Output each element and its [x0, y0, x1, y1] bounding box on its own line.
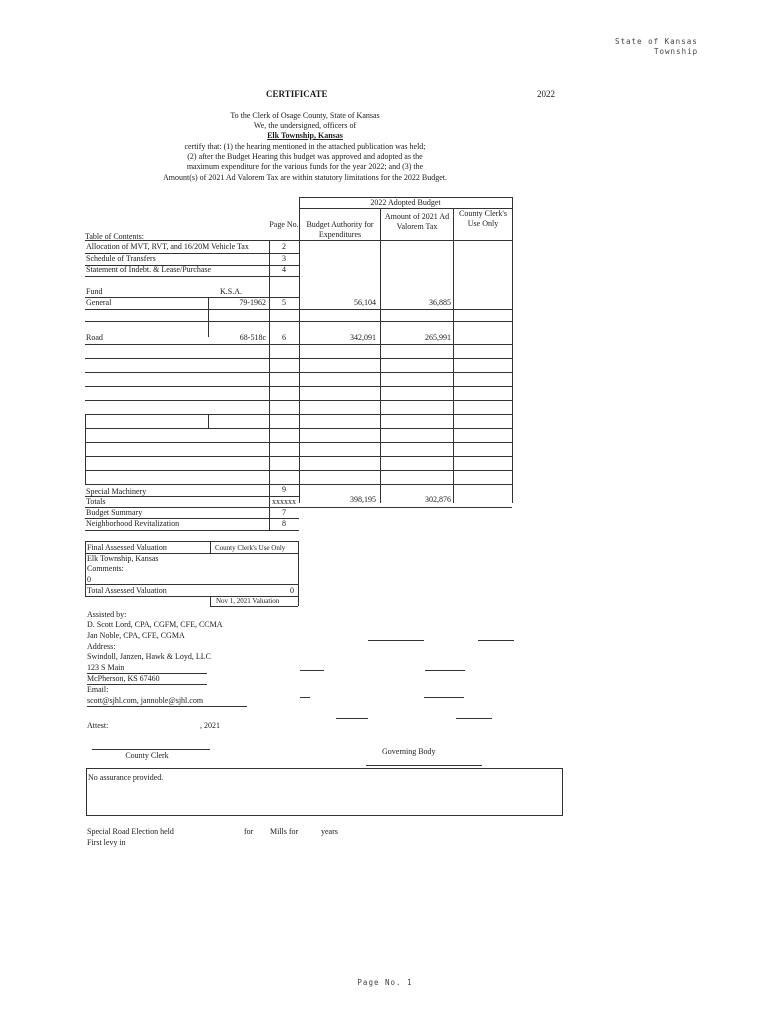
fund-label: Fund [86, 287, 103, 296]
governing-body-label: Governing Body [382, 747, 436, 756]
to-clerk-line: To the Clerk of Osage County, State of Kansas [230, 111, 380, 120]
totals-page: xxxxxx [272, 497, 296, 506]
col-header-budget: Budget Authority for Expenditures [306, 220, 374, 239]
budget-year: 2022 [537, 89, 555, 99]
toc-item-indebtedness: Statement of Indebt. & Lease/Purchase [86, 265, 212, 274]
assisted-label: Assisted by: [87, 610, 127, 619]
fund-page-general: 5 [282, 298, 286, 307]
assurance-box [86, 768, 563, 816]
col-header-page: Page No. [269, 220, 299, 229]
valuation-entity: Elk Township, Kansas [87, 554, 159, 563]
address-label: Address: [87, 642, 116, 651]
totals-tax: 302,876 [425, 495, 451, 504]
toc-label: Table of Contents: [85, 232, 144, 241]
fund-ksa-road: 68-518c [239, 333, 266, 342]
special-machinery-page: 9 [282, 485, 286, 494]
firm-name: Swindoll, Janzen, Hawk & Loyd, LLC [87, 652, 211, 661]
road-election-for: for [244, 827, 254, 836]
email-value: scott@sjhl.com, jannoble@sjhl.com [87, 696, 204, 705]
toc-page-transfers: 3 [282, 254, 286, 263]
entity-name: Elk Township, Kansas [267, 131, 343, 140]
comments-label: Comments: [87, 564, 124, 573]
toc-item-transfers: Schedule of Transfers [86, 254, 156, 263]
totals-budget: 398,195 [350, 495, 376, 504]
toc-page-allocation: 2 [282, 242, 286, 251]
firm-street: 123 S Main [87, 663, 125, 672]
fund-budget-road: 342,091 [350, 333, 376, 342]
fund-tax-road: 265,991 [425, 333, 451, 342]
final-valuation-label: Final Assessed Valuation [87, 543, 167, 552]
road-election-mills: Mills for [270, 827, 299, 836]
col-header-clerk: County Clerk's Use Only [459, 209, 507, 228]
budget-summary-label: Budget Summary [86, 508, 143, 517]
col-header-tax: Amount of 2021 Ad Valorem Tax [384, 212, 450, 231]
certify-line-1: certify that: (1) the hearing mentioned in the attached publication was held; [184, 142, 426, 151]
adopted-budget-header: 2022 Adopted Budget [370, 198, 441, 207]
certify-line-4: Amount(s) of 2021 Ad Valorem Tax are within statutory limitations for the 2022 Budget. [163, 173, 447, 182]
valuation-zero: 0 [87, 575, 91, 584]
firm-city: McPherson, KS 67460 [87, 674, 160, 683]
form-id-line1: State of Kansas [615, 37, 698, 46]
attest-label: Attest: [87, 721, 109, 730]
neighborhood-label: Neighborhood Revitalization [86, 519, 180, 528]
attest-year: , 2021 [200, 721, 220, 730]
form-id-line2: Township [654, 47, 699, 56]
nov-valuation-label: Nov 1, 2021 Valuation [216, 597, 280, 605]
fund-budget-general: 56,104 [354, 298, 376, 307]
assisted-name-2: Jan Noble, CPA, CFE, CGMA [87, 631, 185, 640]
certify-line-3: maximum expenditure for the various funds for the year 2022; and (3) the [186, 162, 424, 171]
assurance-text: No assurance provided. [88, 773, 164, 782]
budget-summary-page: 7 [282, 508, 286, 517]
toc-item-allocation: Allocation of MVT, RVT, and 16/20M Vehicle Tax [86, 242, 249, 251]
total-valuation-label: Total Assessed Valuation [87, 586, 167, 595]
certify-line-2: (2) after the Budget Hearing this budget was approved and adopted as the [187, 152, 423, 161]
certificate-title: CERTIFICATE [266, 89, 328, 99]
ksa-label: K.S.A. [220, 287, 243, 296]
toc-page-indebtedness: 4 [282, 265, 286, 274]
total-valuation-value: 0 [290, 586, 294, 595]
first-levy-label: First levy in [87, 838, 126, 847]
fund-tax-general: 36,885 [429, 298, 451, 307]
fund-name-road: Road [86, 333, 103, 342]
neighborhood-page: 8 [282, 519, 286, 528]
fund-page-road: 6 [282, 333, 286, 342]
road-election-label: Special Road Election held [87, 827, 174, 836]
county-clerk-label: County Clerk [125, 751, 169, 760]
road-election-years: years [321, 827, 338, 836]
fund-ksa-general: 79-1962 [239, 298, 266, 307]
valuation-clerk-use: County Clerk's Use Only [215, 544, 286, 552]
totals-label: Totals [86, 497, 106, 506]
email-label: Email: [87, 685, 109, 694]
assisted-name-1: D. Scott Lord, CPA, CGFM, CFE, CCMA [87, 620, 223, 629]
fund-name-general: General [86, 298, 112, 307]
page-number-footer: Page No. 1 [357, 978, 413, 987]
special-machinery-label: Special Machinery [86, 487, 147, 496]
undersigned-line: We, the undersigned, officers of [253, 121, 357, 130]
